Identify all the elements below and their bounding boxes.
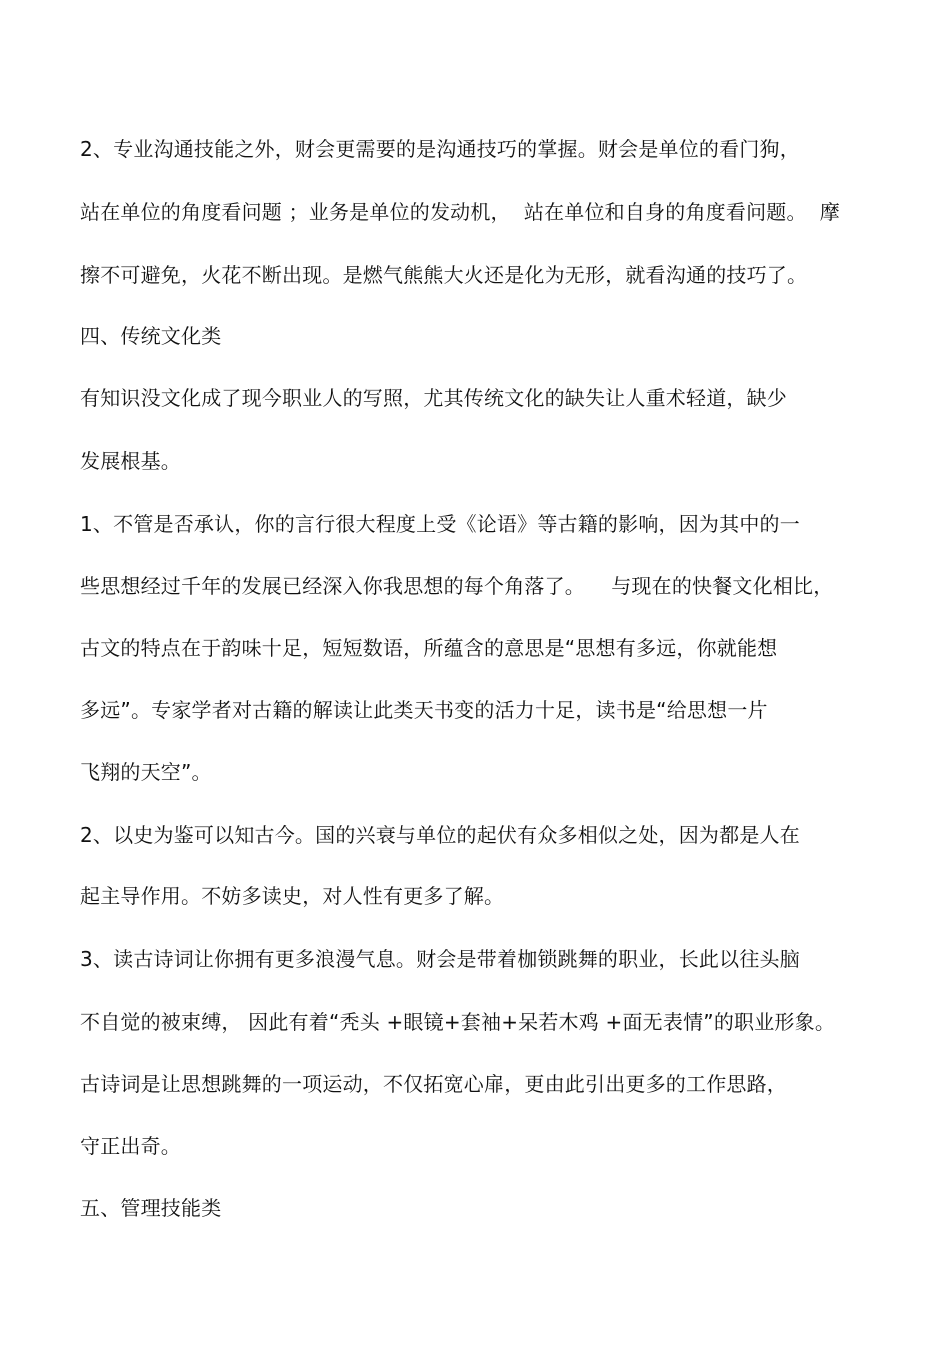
- paragraph-line: 古文的特点在于韵味十足，短短数语，所蕴含的意思是“思想有多远，你就能想: [80, 636, 778, 660]
- paragraph-line: 古诗词是让思想跳舞的一项运动，不仅拓宽心扉，更由此引出更多的工作思路，: [80, 1072, 787, 1096]
- paragraph-line: 些思想经过千年的发展已经深入你我思想的每个角落了。 与现在的快餐文化相比，: [80, 574, 834, 598]
- paragraph-line: 有知识没文化成了现今职业人的写照，尤其传统文化的缺失让人重术轻道，缺少: [80, 386, 787, 410]
- paragraph-line: 2、以史为鉴可以知古今。国的兴衰与单位的起伏有众多相似之处，因为都是人在: [80, 823, 800, 847]
- paragraph-line: 1、不管是否承认，你的言行很大程度上受《论语》等古籍的影响，因为其中的一: [80, 512, 800, 536]
- paragraph-line: 不自觉的被束缚， 因此有着“秃头 +眼镜+套袖+呆若木鸡 +面无表情”的职业形象。: [80, 1010, 836, 1034]
- paragraph-line: 站在单位的角度看问题 ；业务是单位的发动机， 站在单位和自身的角度看问题。 摩: [80, 200, 840, 224]
- section-heading: 四、传统文化类: [80, 324, 222, 348]
- paragraph-line: 多远”。专家学者对古籍的解读让此类天书变的活力十足，读书是“给思想一片: [80, 698, 768, 722]
- paragraph-line: 起主导作用。不妨多读史，对人性有更多了解。: [80, 884, 505, 908]
- paragraph-line: 守正出奇。: [80, 1134, 181, 1158]
- paragraph-line: 擦不可避免，火花不断出现。是燃气熊熊大火还是化为无形，就看沟通的技巧了。: [80, 263, 808, 287]
- paragraph-line: 飞翔的天空”。: [80, 760, 212, 784]
- paragraph-line: 3、读古诗词让你拥有更多浪漫气息。财会是带着枷锁跳舞的职业，长此以往头脑: [80, 947, 800, 971]
- paragraph-line: 2、专业沟通技能之外，财会更需要的是沟通技巧的掌握。财会是单位的看门狗，: [80, 137, 800, 161]
- section-heading: 五、管理技能类: [80, 1196, 222, 1220]
- paragraph-line: 发展根基。: [80, 449, 181, 473]
